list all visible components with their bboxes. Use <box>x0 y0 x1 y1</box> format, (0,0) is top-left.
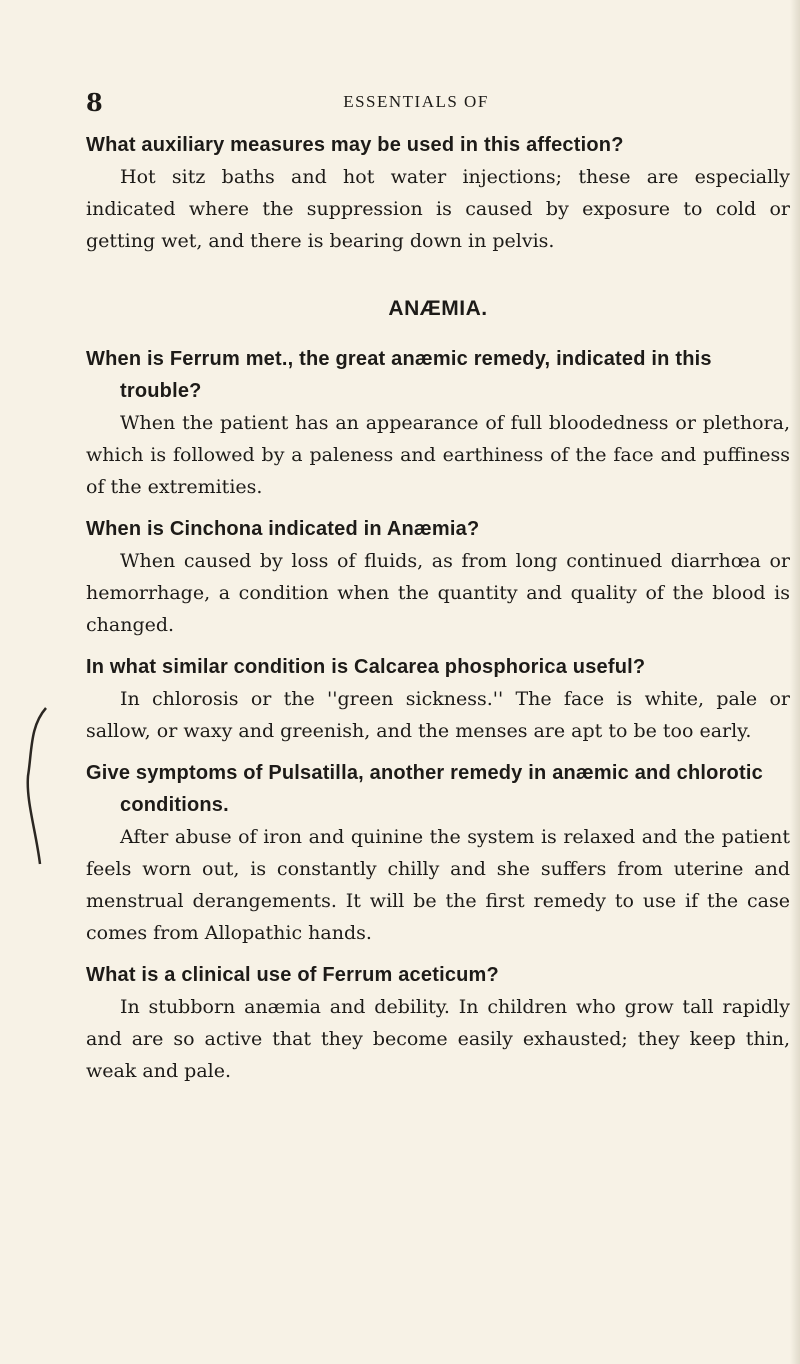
question-1: What auxiliary measures may be used in this affection? <box>86 134 624 156</box>
answer-1: Hot sitz baths and hot water injections; these are especially indicated where the suppression is caused by exposure to cold or getting wet, and there is bearing down in pelvis. <box>86 166 790 252</box>
question-3: When is Cinchona indicated in Anæmia? <box>86 518 480 540</box>
margin-bracket-mark <box>20 706 50 866</box>
page-header <box>86 88 746 118</box>
answer-2: When the patient has an appearance of full bloodedness or plethora, which is followed by a paleness and earthiness of the face and puffiness of the extremities. <box>86 412 790 498</box>
section-title: ANÆMIA. <box>388 297 488 320</box>
answer-4: In chlorosis or the ''green sickness.'' The face is white, pale or sallow, or waxy and greenish, and the menses are apt to be too early. <box>86 688 790 742</box>
question-6: What is a clinical use of Ferrum aceticum? <box>86 964 499 986</box>
running-head: ESSENTIALS OF <box>343 92 489 111</box>
question-4: In what similar condition is Calcarea phosphorica useful? <box>86 656 646 678</box>
question-5: Give symptoms of Pulsatilla, another remedy in anæmic and chlorotic conditions. <box>86 762 763 816</box>
question-2: When is Ferrum met., the great anæmic remedy, indicated in this trouble? <box>86 348 712 402</box>
answer-3: When caused by loss of fluids, as from long continued diarrhœa or hemorrhage, a condition when the quantity and quality of the blood is changed. <box>86 550 790 636</box>
answer-6: In stubborn anæmia and debility. In children who grow tall rapidly and are so active that they become easily exhausted; they keep thin, weak and pale. <box>86 996 790 1082</box>
page-edge <box>790 0 800 1364</box>
page-body <box>86 129 790 1087</box>
page-number: 8 <box>86 88 103 117</box>
answer-5: After abuse of iron and quinine the system is relaxed and the patient feels worn out, is constantly chilly and she suffers from uterine and menstrual derangements. It will be the first remedy to use if the case comes from Allopathic hands. <box>86 826 790 944</box>
